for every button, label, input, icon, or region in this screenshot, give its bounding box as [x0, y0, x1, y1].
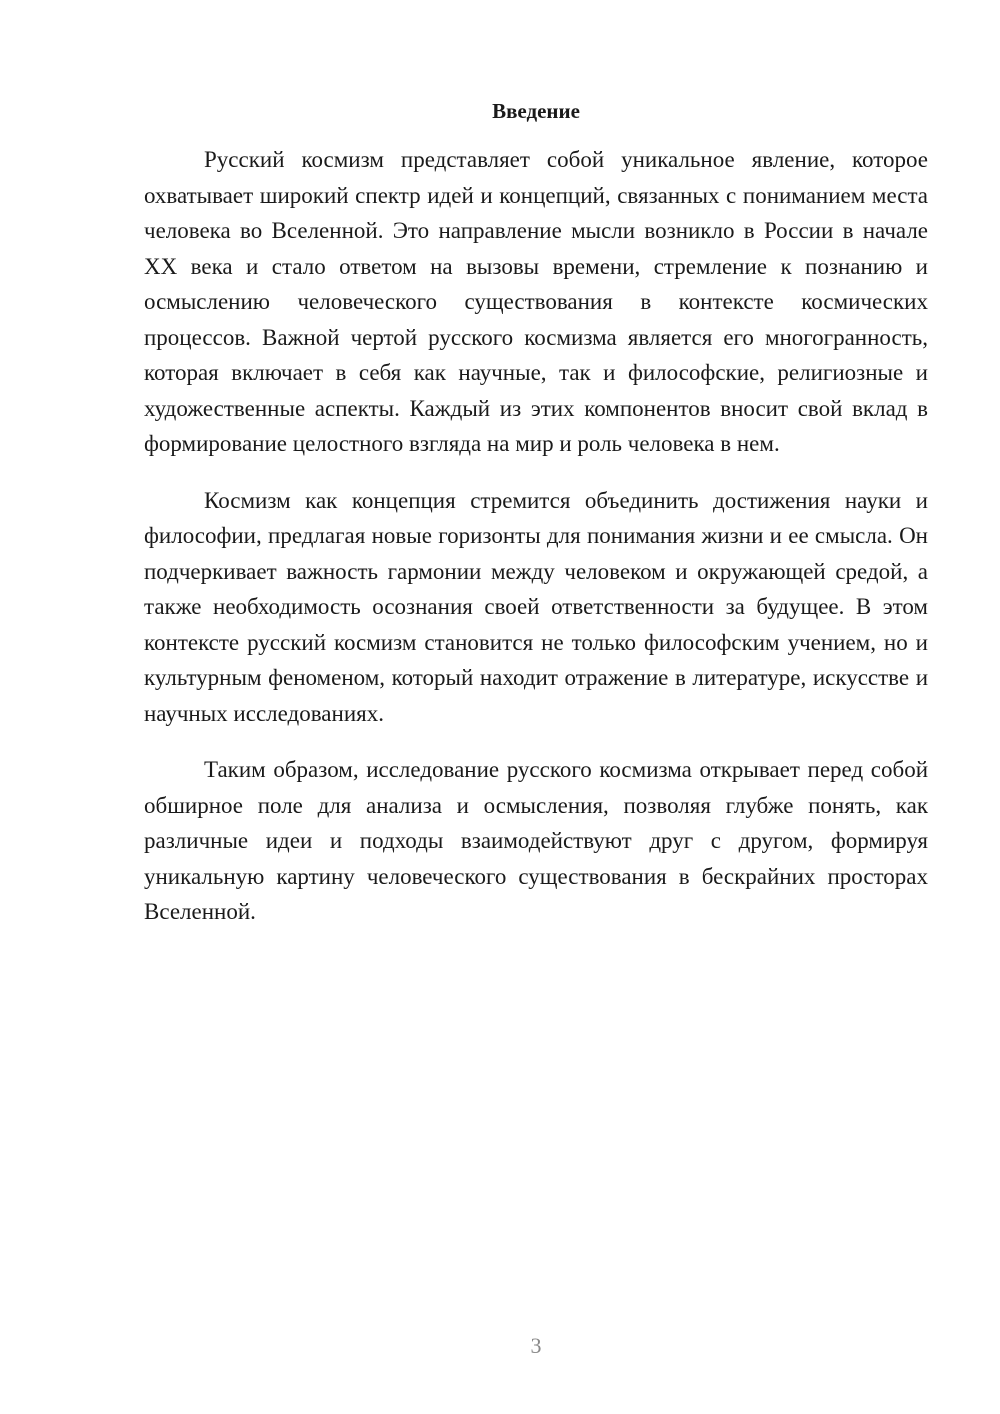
body-text	[144, 142, 928, 951]
section-title: Введение	[492, 99, 580, 123]
paragraph-3: Таким образом, исследование русского космизма открывает перед собой обширное поле для анализа и осмысления, позволяя глубже понять, как различные идеи и подходы взаимодействуют друг с другом, формируя уникальную картину человеческого существования в бескрайних просторах Вселенной.	[144, 757, 928, 924]
page-number: 3	[530, 1333, 542, 1358]
paragraph-2: Космизм как концепция стремится объединить достижения науки и философии, предлагая новые горизонты для понимания жизни и ее смысла. Он подчеркивает важность гармонии между человеком и окружающей средой, а также необходимость осознания своей ответственности за будущее. В этом контексте русский космизм становится не только философским учением, но и культурным феноменом, который находит отражение в литературе, искусстве и научных исследованиях.	[144, 487, 928, 726]
paragraph-1: Русский космизм представляет собой уникальное явление, которое охватывает широкий спектр идей и концепций, связанных с пониманием места человека во Вселенной. Это направление мысли возникло в России в начале XX века и стало ответом на вызовы времени, стремление к познанию и осмыслению человеческого существования в контексте космических процессов. Важной чертой русского космизма является его многогранность, которая включает в себя как научные, так и философские, религиозные и художественные аспекты. Каждый из этих компонентов вносит свой вклад в формирование целостного взгляда на мир и роль человека в нем.	[144, 147, 928, 456]
